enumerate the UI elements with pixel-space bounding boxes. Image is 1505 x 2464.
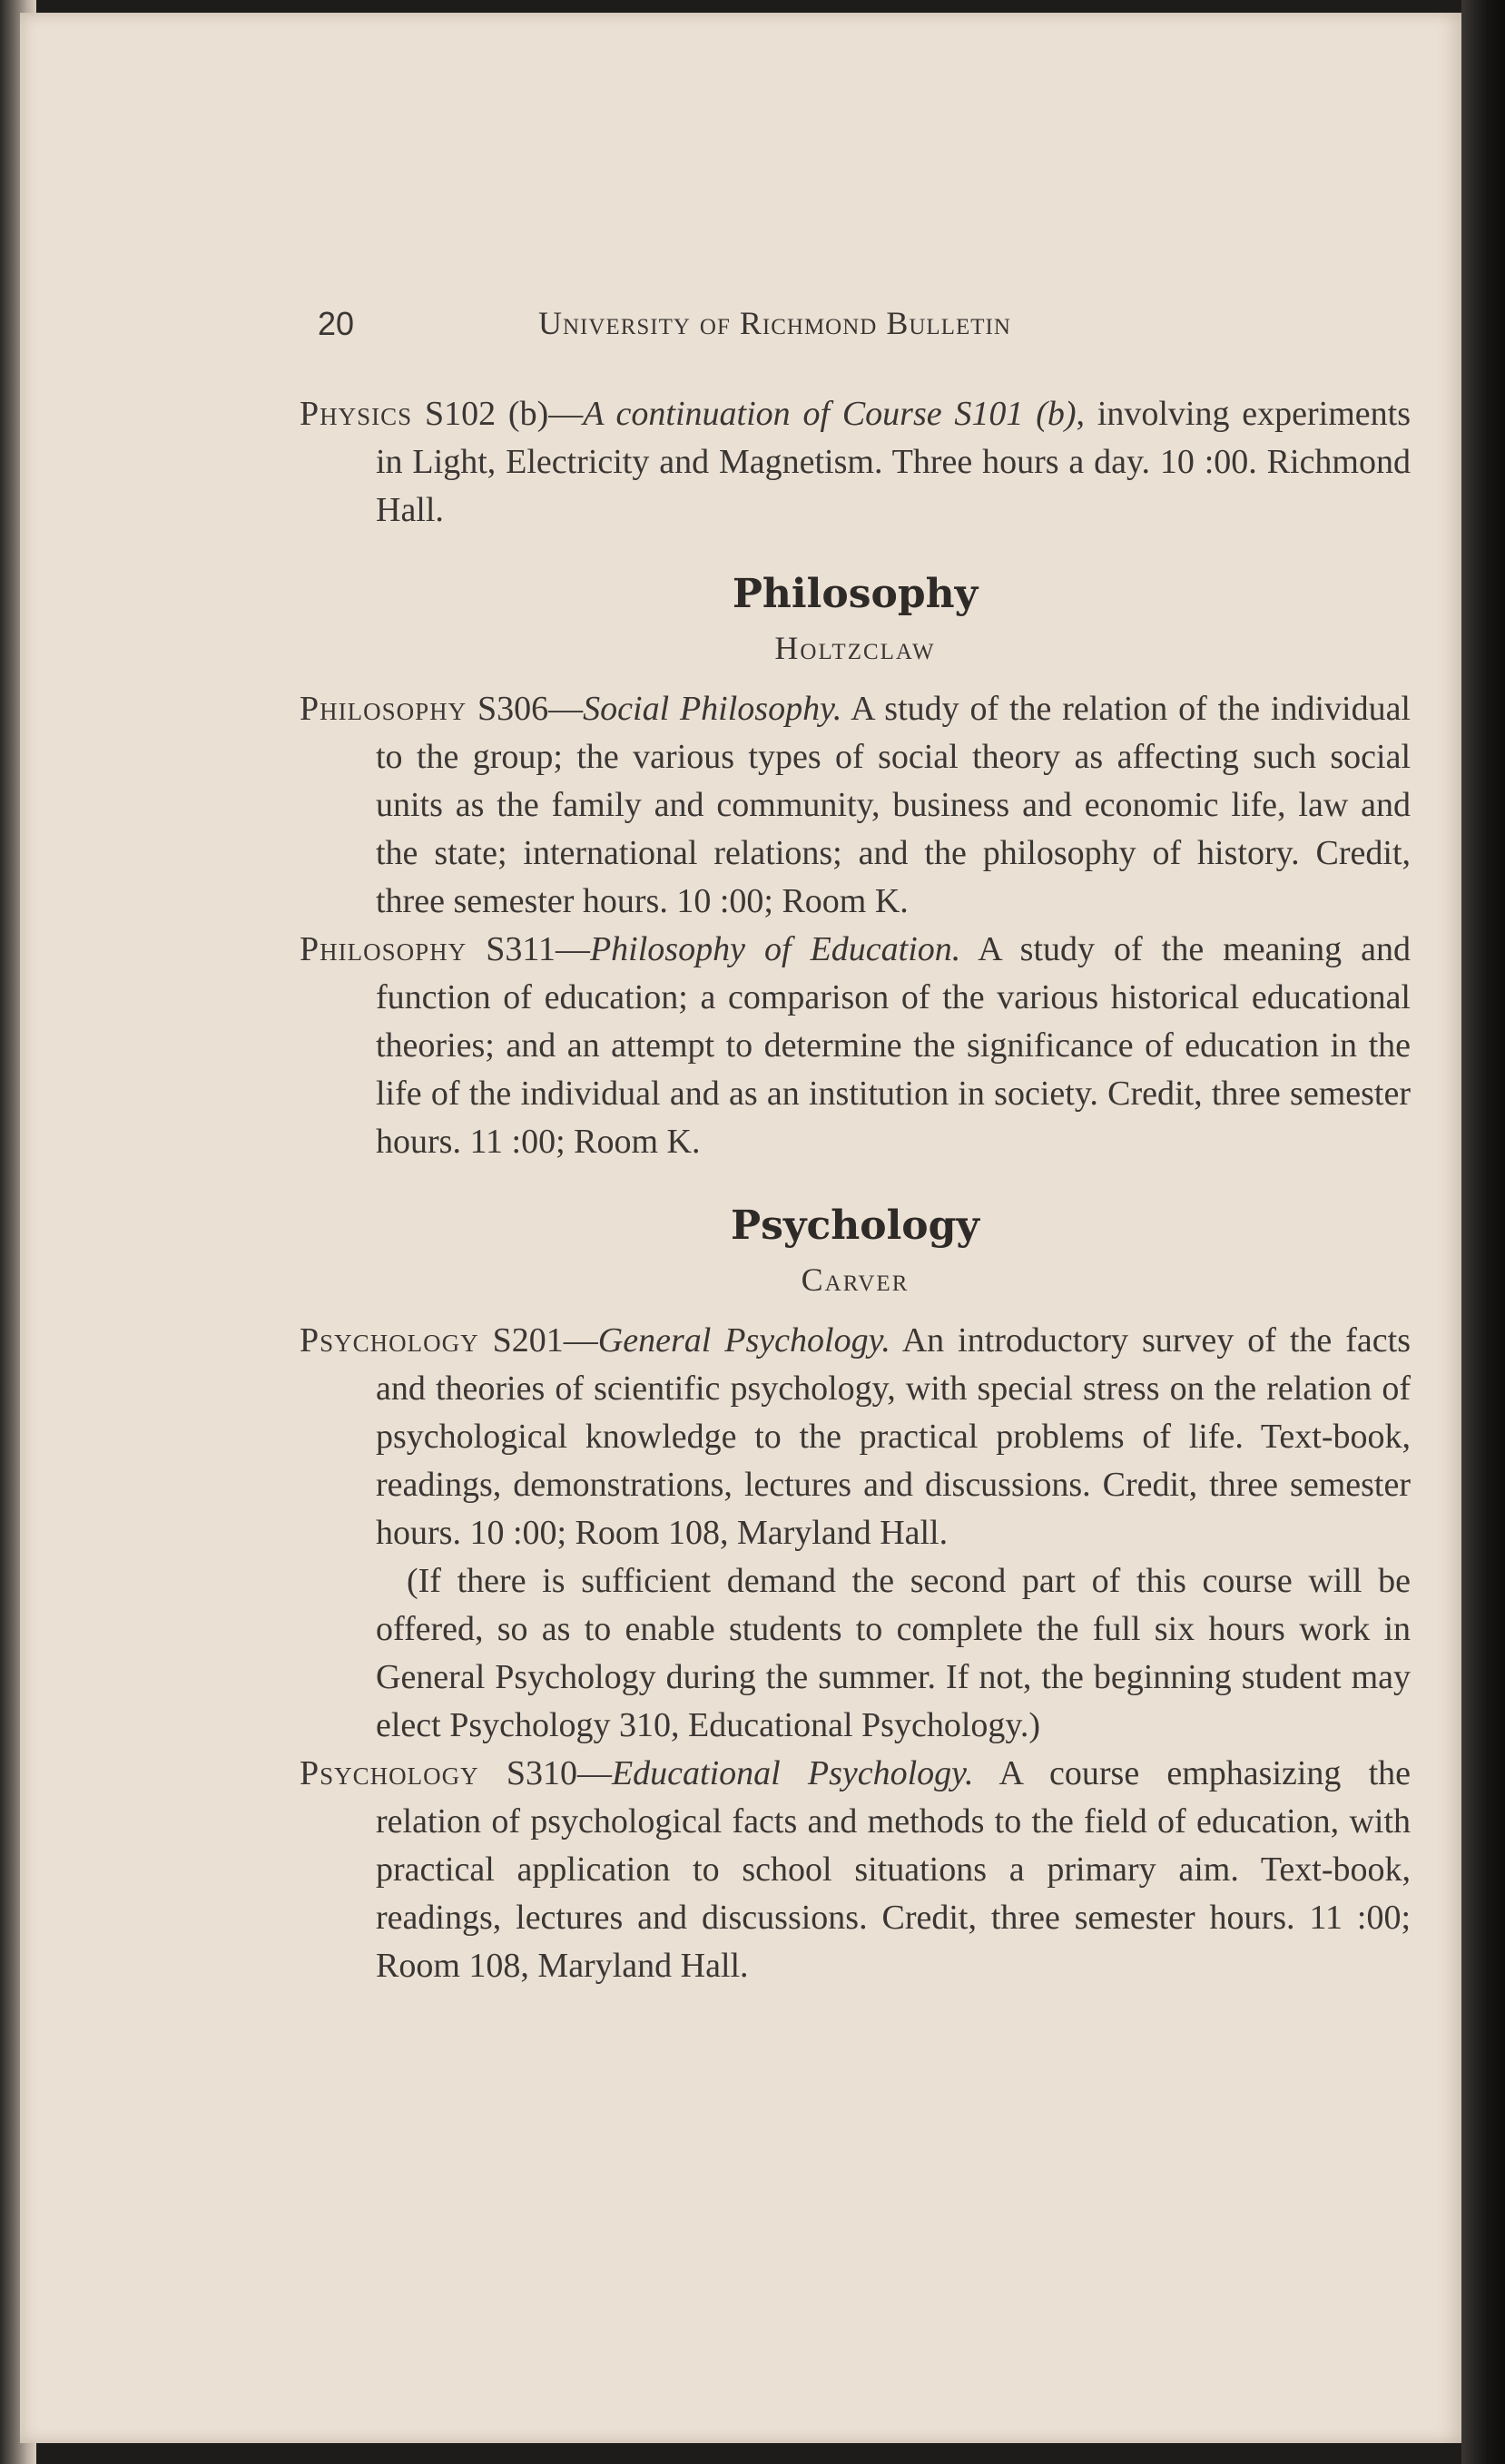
course-number: S311— <box>486 930 590 968</box>
course-description: An introductory survey of the facts and theories of scientific psychology, with special stress on the relation of psychological knowledge to the practical problems of life. Text-book, readings, demonstrations, lectures and discussions. Credit, three semester hours. 10 :00; Room 108, Maryland Hall. <box>376 1321 1412 1552</box>
course-title: A continuation of Course S101 (b) <box>583 395 1077 433</box>
page-content <box>300 299 1411 1990</box>
course-entry-philosophy-s306 <box>300 685 1411 926</box>
course-description: A study of the relation of the individual to the group; the various types of social theory as affecting such social units as the family and community, business and economic life, law and the state; international relations; and the philosophy of history. Credit, three semester hours. 10 :00; Room K. <box>376 690 1411 920</box>
course-number: S306— <box>477 690 584 728</box>
instructor-name: Holtzclaw <box>774 630 936 666</box>
instructor-name: Carver <box>801 1261 910 1298</box>
course-title: Social Philosophy. <box>583 690 842 728</box>
course-description: A study of the meaning and function of education; a comparison of the various historical educational theories; and an attempt to determine the significance of education in the life of the individual and as an institution in society. Credit, three semester hours. 11 :00; Room K. <box>376 930 1412 1161</box>
course-number: S102 (b)— <box>424 395 584 433</box>
course-note: (If there is sufficient demand the second part of this course will be offered, so as to enable students to complete the full six hours work in General Psychology during the summer. If not, the beginning student may elect Psychology 310, Educational Psychology.) <box>376 1562 1411 1744</box>
course-department: Physics <box>300 395 413 433</box>
course-entry-psychology-s310 <box>300 1750 1411 1990</box>
course-department: Philosophy <box>300 690 467 728</box>
course-department: Psychology <box>300 1754 479 1792</box>
section-heading-psychology: Psychology <box>731 1203 979 1249</box>
course-entry-physics-s102 <box>300 390 1411 535</box>
page-edge-shadow <box>1461 0 1505 2464</box>
course-title: Philosophy of Education. <box>589 930 961 968</box>
course-title: General Psychology. <box>597 1321 890 1360</box>
course-entry-psychology-s201 <box>300 1317 1411 1557</box>
course-department: Psychology <box>300 1321 479 1360</box>
course-description: A course emphasizing the relation of psychological facts and methods to the field of education, with practical application to school situations a primary aim. Text-book, readings, lectures and discussions. Credit, three semester hours. 11 :00; Room 108, Maryland Hall. <box>376 1754 1412 1985</box>
course-title: Educational Psychology. <box>611 1754 974 1792</box>
course-entry-philosophy-s311 <box>300 926 1411 1166</box>
course-number: S201— <box>492 1321 598 1360</box>
course-number: S310— <box>506 1754 612 1792</box>
running-head <box>300 299 1411 358</box>
course-description: , involving experiments in Light, Electricity and Magnetism. Three hours a day. 10 :00. Richmond Hall. <box>376 395 1412 529</box>
section-heading-philosophy: Philosophy <box>732 571 979 617</box>
bulletin-title: University of Richmond Bulletin <box>538 305 1011 341</box>
page-number: 20 <box>318 305 355 342</box>
course-department: Philosophy <box>300 930 467 968</box>
